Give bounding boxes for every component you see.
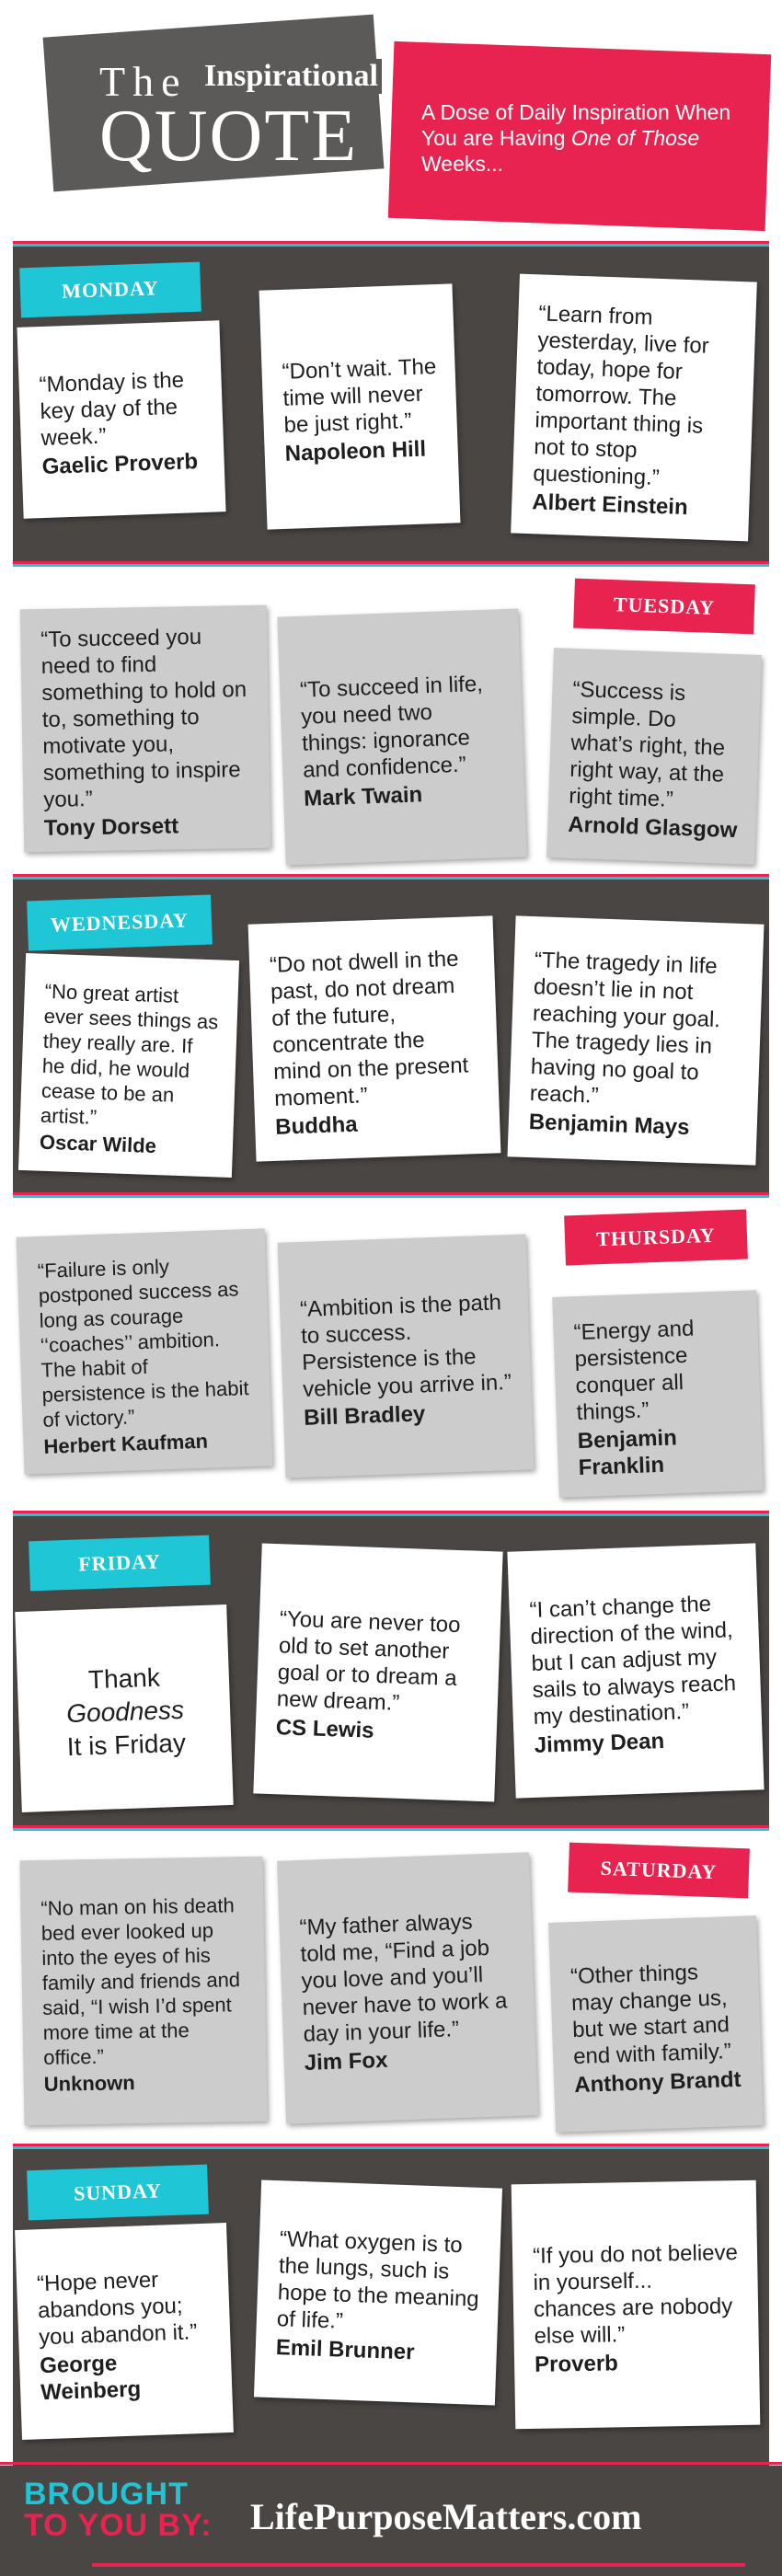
quote-card bbox=[548, 1915, 764, 2133]
friday-line: Thank bbox=[87, 1662, 161, 1695]
day-label-wednesday: WEDNESDAY bbox=[27, 895, 213, 951]
brought-line-2: TO YOU BY: bbox=[24, 2508, 213, 2543]
quote-author: Herbert Kaufman bbox=[43, 1429, 209, 1458]
quote-author: Napoleon Hill bbox=[284, 436, 427, 466]
quote-text: “Monday is the key day of the week.” bbox=[39, 367, 185, 452]
friday-line: It is Friday bbox=[66, 1728, 187, 1762]
brought-line: BROUGHT bbox=[24, 2477, 189, 2512]
quote-card bbox=[18, 953, 239, 1178]
quote-text: “I can’t change the direction of the wind, but I can adjust my sails to always reach my destination.” bbox=[529, 1592, 737, 1730]
subtitle-end: Weeks... bbox=[421, 152, 504, 176]
quote-text: “Success is simple. Do what’s right, the right way, at the right time.” bbox=[568, 676, 726, 812]
title-quote: QUOTE bbox=[99, 96, 359, 177]
quote-author: Gaelic Proverb bbox=[41, 449, 199, 480]
quote-card bbox=[277, 1852, 538, 2123]
quote-text: “To succeed you need to find something to hold on to, something to motivate you, something to inspire you.” bbox=[40, 624, 247, 812]
quote-text: “No man on his death bed ever looked up into the eyes of his family and friends and said, “I wish I’d spent more time at the office.” bbox=[40, 1893, 241, 2069]
quote-text: “Don’t wait. The time will never be just right.” bbox=[282, 354, 437, 438]
quote-card bbox=[552, 1290, 763, 1498]
quote-text: “If you do not believe in yourself... chances are nobody else will.” bbox=[532, 2239, 739, 2349]
day-label-saturday: SATURDAY bbox=[568, 1843, 750, 1899]
subtitle bbox=[421, 99, 753, 177]
day-label-friday: FRIDAY bbox=[29, 1535, 211, 1592]
quote-text: “Failure is only postponed success as long as courage ‘‘coaches’’ ambition. The habit of persistence is the habit of victory.” bbox=[37, 1255, 249, 1432]
quote-text: “The tragedy in life doesn’t lie in not reaching your goal. The tragedy lies in having no goal to reach.” bbox=[529, 947, 721, 1109]
quote-text: “Energy and persistence conquer all things.” bbox=[573, 1316, 695, 1426]
quote-card bbox=[507, 1543, 764, 1798]
subtitle-text: A Dose of Daily Inspiration When You are Having bbox=[421, 100, 731, 150]
quote-card bbox=[253, 1544, 502, 1802]
quote-text: “To succeed in life, you need two things: ignorance and confidence.” bbox=[299, 671, 484, 783]
quote-card bbox=[20, 1857, 268, 2126]
friday-card bbox=[15, 1604, 233, 1812]
day-label-thursday: THURSDAY bbox=[564, 1210, 748, 1266]
quote-card bbox=[17, 320, 225, 519]
quote-card bbox=[278, 1234, 535, 1478]
quote-author: Unknown bbox=[43, 2071, 135, 2096]
subtitle-italic: One of Those bbox=[570, 126, 700, 150]
quote-author: Arnold Glasgow bbox=[567, 811, 738, 844]
quote-author: Jim Fox bbox=[304, 2047, 388, 2076]
quote-card bbox=[277, 609, 526, 866]
day-label-sunday: SUNDAY bbox=[27, 2165, 209, 2221]
quote-text: “Do not dwell in the past, do not dream of the future, concentrate the mind on the present moment.” bbox=[269, 946, 469, 1111]
quote-card bbox=[15, 2223, 234, 2440]
quote-text: “My father always told me, “Find a job you love and you’ll never have to work a day in your life.” bbox=[299, 1909, 508, 2047]
quote-author: Buddha bbox=[274, 1111, 359, 1140]
quote-card bbox=[512, 2180, 761, 2430]
site-link[interactable]: LifePurposeMatters.com bbox=[250, 2496, 642, 2537]
quote-author: Jimmy Dean bbox=[534, 1728, 665, 1758]
quote-author: Proverb bbox=[534, 2350, 619, 2377]
footer-underline bbox=[92, 2563, 745, 2567]
quote-card bbox=[508, 915, 765, 1165]
title-the: The bbox=[99, 58, 188, 105]
quote-card bbox=[248, 915, 501, 1161]
quote-text: “Other things may change us, but we start and end with family.” bbox=[569, 1959, 732, 2069]
quote-text: “No great artist ever sees things as they really are. If he did, he would cease to be an artist.” bbox=[40, 979, 219, 1129]
quote-text: “Hope never abandons you; you abandon it.” bbox=[36, 2267, 198, 2350]
quote-author: Emil Brunner bbox=[275, 2334, 415, 2364]
quote-author: Anthony Brandt bbox=[573, 2066, 742, 2098]
friday-line-italic: Goodness bbox=[65, 1695, 185, 1729]
day-label-monday: MONDAY bbox=[19, 262, 201, 318]
quote-author: George Weinberg bbox=[39, 2350, 142, 2405]
quote-author: Bill Bradley bbox=[303, 1400, 426, 1431]
quote-card bbox=[259, 283, 461, 529]
quote-card bbox=[17, 1228, 273, 1474]
quote-author: Mark Twain bbox=[303, 781, 423, 811]
quote-author: Tony Dorsett bbox=[43, 813, 179, 841]
quote-card bbox=[511, 274, 757, 542]
title-inspirational: Inspirational bbox=[201, 59, 382, 94]
quote-author: Benjamin Mays bbox=[528, 1109, 690, 1140]
quote-text: “What oxygen is to the lungs, such is hope to the meaning of life.” bbox=[276, 2225, 480, 2334]
quote-author: CS Lewis bbox=[275, 1714, 374, 1743]
quote-card bbox=[254, 2180, 502, 2406]
day-label-tuesday: TUESDAY bbox=[573, 579, 755, 635]
quote-author: Benjamin Franklin bbox=[577, 1425, 678, 1481]
divider-pink bbox=[0, 2462, 782, 2465]
quote-text: “Learn from yesterday, live for today, hope for tomorrow. The important thing is not to stop questioning.” bbox=[532, 301, 710, 491]
brought-to-you-by bbox=[24, 2478, 213, 2541]
quote-text: “Ambition is the path to success. Persistence is the vehicle you arrive in.” bbox=[299, 1289, 512, 1402]
quote-card bbox=[20, 605, 271, 853]
quote-author: Oscar Wilde bbox=[39, 1130, 157, 1157]
quote-card bbox=[546, 648, 762, 865]
quote-author: Albert Einstein bbox=[531, 489, 689, 521]
quote-text: “You are never too old to set another goal or to dream a new dream.” bbox=[276, 1605, 461, 1716]
